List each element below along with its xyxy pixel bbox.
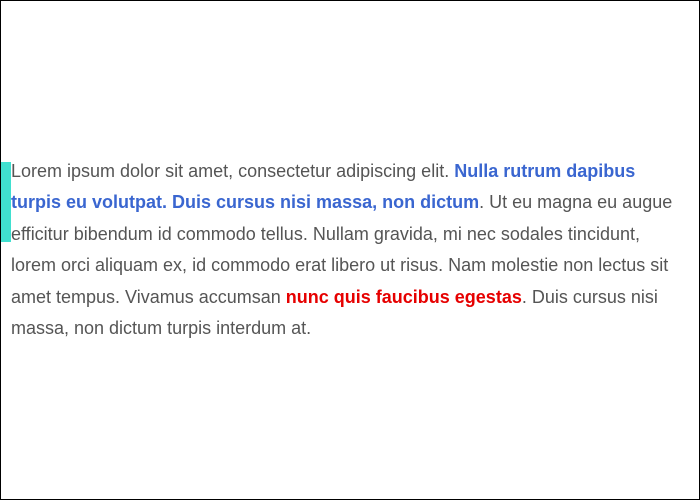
accent-bar xyxy=(1,162,11,242)
paragraph-text-1: Lorem ipsum dolor sit amet, consectetur adipiscing elit. xyxy=(11,161,455,181)
highlight-blue-text: Nulla rutrum dapibus turpis eu volutpat. Duis cursus nisi massa, non dictum xyxy=(11,161,636,213)
body-paragraph xyxy=(11,156,683,344)
highlight-red-text: nunc quis faucibus egestas xyxy=(285,286,522,307)
paragraph-text-2: . Ut eu magna eu augue efficitur bibendum id commodo tellus. Nullam gravida, mi nec sodales tincidunt, lorem orci aliquam ex, id commodo erat libero ut risus. Nam molestie non lectus sit amet tempus. Vivamus accumsan xyxy=(11,192,673,307)
paragraph-text-3: . Duis cursus nisi massa, non dictum turpis interdum at. xyxy=(11,286,658,339)
